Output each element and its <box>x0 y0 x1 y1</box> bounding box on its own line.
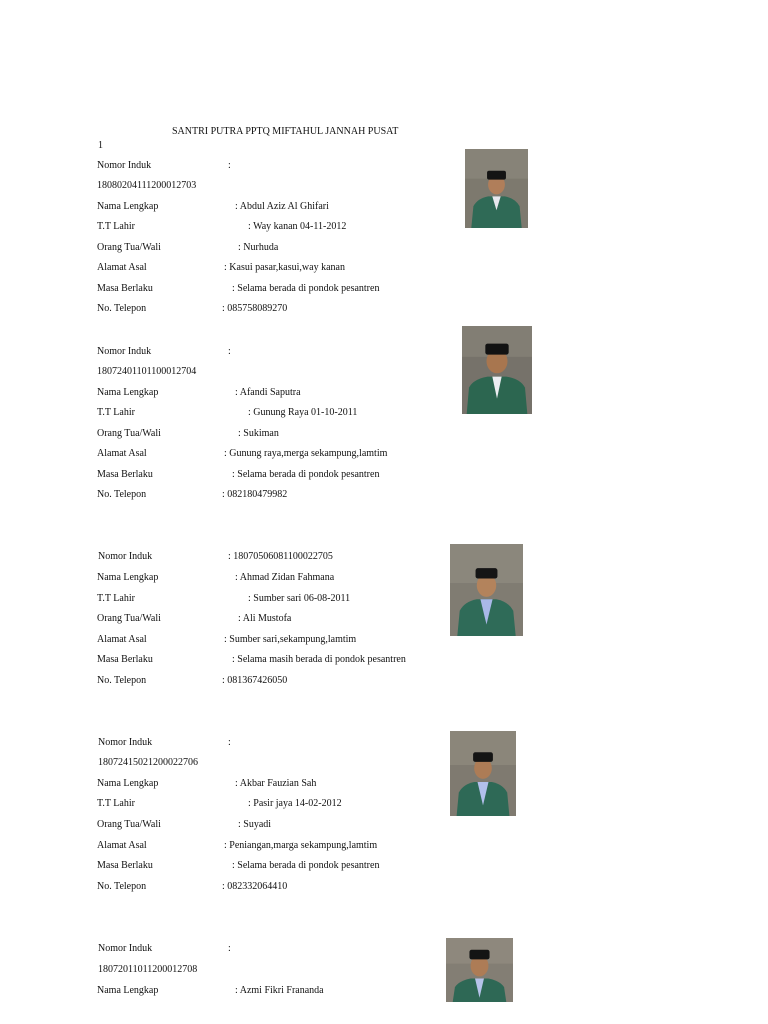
nomor-induk-value: : 18070506081100022705 <box>228 551 333 562</box>
nama-lengkap-label: Nama Lengkap <box>97 985 159 996</box>
nama-lengkap-value: : Ahmad Zidan Fahmana <box>235 572 335 583</box>
alamat-asal-value: : Peniangan,marga sekampung,lamtim <box>224 840 378 851</box>
masa-berlaku-label: Masa Berlaku <box>97 283 153 294</box>
no-telepon-label: No. Telepon <box>97 489 147 500</box>
no-telepon-label: No. Telepon <box>97 675 147 686</box>
nama-lengkap-value: : Azmi Fikri Frananda <box>235 985 324 996</box>
tt-lahir-label: T.T Lahir <box>97 798 135 809</box>
tt-lahir-label: T.T Lahir <box>97 221 135 232</box>
nomor-induk-value: : <box>228 346 231 357</box>
masa-berlaku-value: : Selama berada di pondok pesantren <box>232 469 380 480</box>
masa-berlaku-value: : Selama berada di pondok pesantren <box>232 283 380 294</box>
no-telepon-label: No. Telepon <box>97 881 147 892</box>
orang-tua-value: : Sukiman <box>238 428 279 439</box>
no-telepon-value: : 082180479982 <box>222 489 288 500</box>
nomor-induk-label: Nomor Induk <box>98 551 153 562</box>
student-photo <box>465 149 528 228</box>
orang-tua-label: Orang Tua/Wali <box>97 819 161 830</box>
student-photo <box>446 938 513 1002</box>
nama-lengkap-label: Nama Lengkap <box>97 778 159 789</box>
masa-berlaku-value: : Selama berada di pondok pesantren <box>232 860 380 871</box>
nama-lengkap-label: Nama Lengkap <box>97 572 159 583</box>
nomor-induk-number: 18072401101100012704 <box>97 366 197 377</box>
alamat-asal-label: Alamat Asal <box>97 448 147 459</box>
nomor-induk-label: Nomor Induk <box>98 737 153 748</box>
masa-berlaku-value: : Selama masih berada di pondok pesantren <box>232 654 406 665</box>
tt-lahir-value: : Way kanan 04-11-2012 <box>248 221 347 232</box>
nomor-induk-number: 18072011011200012708 <box>98 964 198 975</box>
orang-tua-label: Orang Tua/Wali <box>97 428 161 439</box>
document-title: SANTRI PUTRA PPTQ MIFTAHUL JANNAH PUSAT <box>172 126 399 137</box>
student-photo <box>450 731 516 816</box>
nomor-induk-label: Nomor Induk <box>97 160 152 171</box>
alamat-asal-value: : Sumber sari,sekampung,lamtim <box>224 634 357 645</box>
nama-lengkap-value: : Afandi Saputra <box>235 387 301 398</box>
alamat-asal-label: Alamat Asal <box>97 634 147 645</box>
alamat-asal-value: : Kasui pasar,kasui,way kanan <box>224 262 345 273</box>
orang-tua-label: Orang Tua/Wali <box>97 613 161 624</box>
masa-berlaku-label: Masa Berlaku <box>97 654 153 665</box>
alamat-asal-label: Alamat Asal <box>97 262 147 273</box>
nomor-induk-value: : <box>228 160 231 171</box>
orang-tua-value: : Nurhuda <box>238 242 279 253</box>
tt-lahir-value: : Pasir jaya 14-02-2012 <box>248 798 342 809</box>
nomor-induk-label: Nomor Induk <box>98 943 153 954</box>
orang-tua-value: : Ali Mustofa <box>238 613 292 624</box>
alamat-asal-label: Alamat Asal <box>97 840 147 851</box>
nama-lengkap-label: Nama Lengkap <box>97 201 159 212</box>
no-telepon-label: No. Telepon <box>97 303 147 314</box>
nama-lengkap-value: : Akbar Fauzian Sah <box>235 778 317 789</box>
masa-berlaku-label: Masa Berlaku <box>97 860 153 871</box>
masa-berlaku-label: Masa Berlaku <box>97 469 153 480</box>
no-telepon-value: : 081367426050 <box>222 675 288 686</box>
tt-lahir-label: T.T Lahir <box>97 593 135 604</box>
tt-lahir-label: T.T Lahir <box>97 407 135 418</box>
orang-tua-label: Orang Tua/Wali <box>97 242 161 253</box>
nomor-induk-number: 18072415021200022706 <box>98 757 198 768</box>
nomor-induk-value: : <box>228 737 231 748</box>
nomor-induk-number: 18080204111200012703 <box>97 180 197 191</box>
no-telepon-value: : 082332064410 <box>222 881 288 892</box>
nomor-induk-label: Nomor Induk <box>97 346 152 357</box>
alamat-asal-value: : Gunung raya,merga sekampung,lamtim <box>224 448 388 459</box>
no-telepon-value: : 085758089270 <box>222 303 288 314</box>
orang-tua-value: : Suyadi <box>238 819 272 830</box>
tt-lahir-value: : Gunung Raya 01-10-2011 <box>248 407 358 418</box>
student-photo <box>450 544 523 636</box>
nomor-induk-value: : <box>228 943 231 954</box>
nama-lengkap-value: : Abdul Aziz Al Ghifari <box>235 201 329 212</box>
nama-lengkap-label: Nama Lengkap <box>97 387 159 398</box>
student-photo <box>462 326 532 414</box>
tt-lahir-value: : Sumber sari 06-08-2011 <box>248 593 351 604</box>
page-number: 1 <box>98 140 103 151</box>
